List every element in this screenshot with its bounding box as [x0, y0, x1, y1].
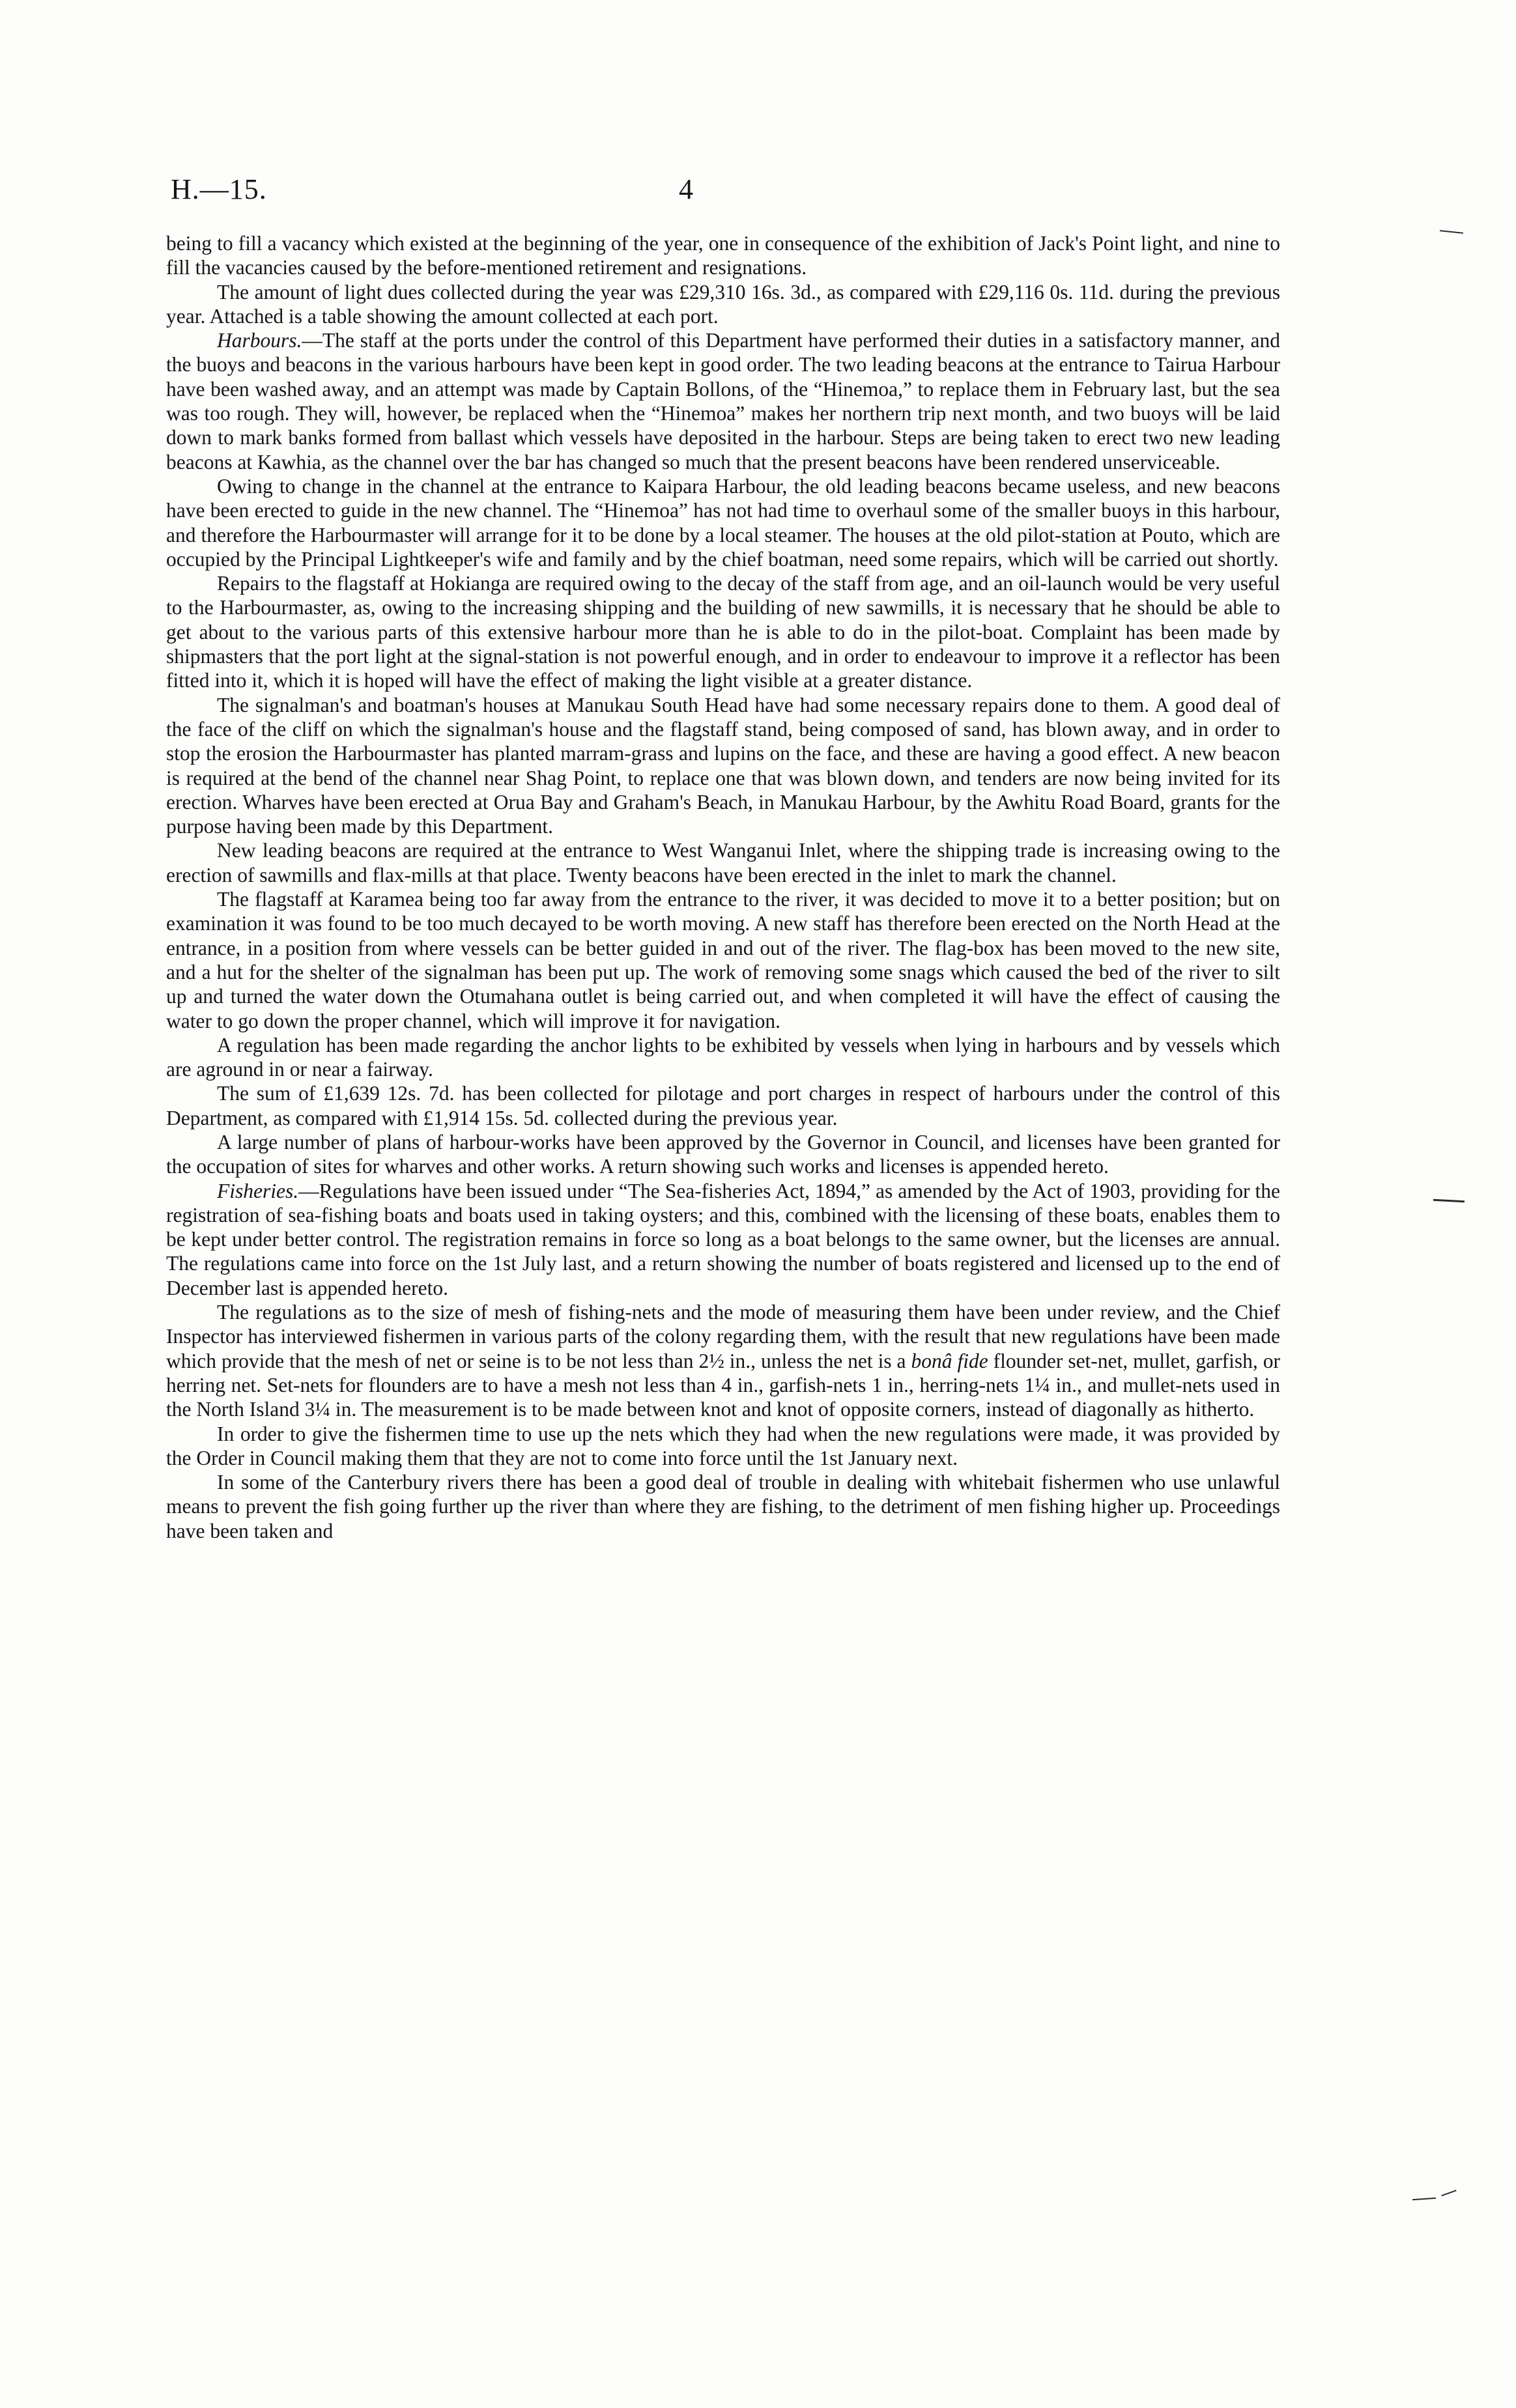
- paragraph-mesh-regulations: [166, 1300, 1280, 1421]
- paragraph-text: The regulations as to the size of mesh of fishing-nets and the mode of measuring them have been under review, and the Chief Inspector has interviewed fishermen in various parts of the colony regarding them, with the result that new regulations have been made which provide that the mesh of net or seine is to be not less than 2½ in., unless the net is a: [166, 1301, 1280, 1372]
- section-heading-harbours: Harbours.: [217, 329, 302, 352]
- paragraph-text: flounder set-net, mullet, garfish, or herring net. Set-nets for flounders are to have a mesh not less than 4 in., garfish-nets 1 in., herring-nets 1¼ in., and mullet-nets used in the North Island 3¼ in. The measurement is to be made between knot and knot of opposite corners, instead of diagonally as hitherto.: [166, 1349, 1280, 1421]
- paragraph-order-in-council: In order to give the fishermen time to use up the nets which they had when the new regulations were made, it was provided by the Order in Council making them that they are not to come into force until the 1st January next.: [166, 1422, 1280, 1469]
- body-text: [166, 231, 1280, 1543]
- paragraph-kaipara: Owing to change in the channel at the entrance to Kaipara Harbour, the old leading beacons became useless, and new beacons have been erected to guide in the new channel. The “Hinemoa” has not had time to overhaul some of the smaller buoys in this harbour, and therefore the Harbourmaster will arrange for it to be done by a local steamer. The houses at the old pilot-station at Pouto, which are occupied by the Principal Lightkeeper's wife and family and by the chief boatman, need some repairs, which will be carried out shortly.: [166, 474, 1280, 571]
- paragraph-manukau: The signalman's and boatman's houses at Manukau South Head have had some necessary repairs done to them. A good deal of the face of the cliff on which the signalman's house and the flagstaff stand, being composed of sand, has blown away, and in order to stop the erosion the Harbourmaster has planted marram-grass and lupins on the face, and these are having a good effect. A new beacon is required at the bend of the channel near Shag Point, to replace one that was blown down, and tenders are now being invited for its erection. Wharves have been erected at Orua Bay and Graham's Beach, in Manukau Harbour, by the Awhitu Road Board, grants for the purpose having been made by this Department.: [166, 693, 1280, 838]
- paragraph-hokianga: Repairs to the flagstaff at Hokianga are required owing to the decay of the staff from age, and an oil-launch would be very useful to the Harbourmaster, as, owing to the increasing shipping and the building of new sawmills, it is necessary that he should be able to get about to the various parts of this extensive harbour more than he is able to do in the pilot-boat. Complaint has been made by shipmasters that the port light at the signal-station is not powerful enough, and in order to endeavour to improve it a reflector has been fitted into it, which it is hoped will have the effect of making the light visible at a greater distance.: [166, 572, 1280, 692]
- margin-mark: [1440, 230, 1463, 234]
- section-heading-fisheries: Fisheries.: [217, 1179, 299, 1202]
- margin-mark: [1412, 2198, 1436, 2201]
- italic-term: bonâ fide: [911, 1349, 988, 1372]
- page-header: [171, 173, 1278, 218]
- margin-mark: [1441, 2190, 1456, 2196]
- paragraph-text: —The staff at the ports under the control of this Department have performed their duties in a satisfactory manner, and the buoys and beacons in the various harbours have been kept in good order. The two leading beacons at the entrance to Tairua Harbour have been washed away, and an attempt was made by Captain Bollons, of the “Hinemoa,” to replace them in February last, but the sea was too rough. They will, however, be replaced when the “Hinemoa” makes her northern trip next month, and two buoys will be laid down to mark banks formed from ballast which vessels have deposited in the harbour. Steps are being taken to erect two new leading beacons at Kawhia, as the channel over the bar has changed so much that the present beacons have been rendered unserviceable.: [166, 329, 1280, 474]
- paragraph-text: —Regulations have been issued under “The Sea-fisheries Act, 1894,” as amended by the Act of 1903, providing for the registration of sea-fishing boats and boats used in taking oysters; and this, combined with the licensing of these boats, enables them to be kept under better control. The registration remains in force so long as a boat belongs to the same owner, but the licenses are annual. The regulations came into force on the 1st July last, and a return showing the number of boats registered and licensed up to the end of December last is appended hereto.: [166, 1179, 1280, 1299]
- paragraph-west-wanganui: New leading beacons are required at the entrance to West Wanganui Inlet, where the shipping trade is increasing owing to the erection of sawmills and flax-mills at that place. Twenty beacons have been erected in the inlet to mark the channel.: [166, 839, 1280, 886]
- report-reference: H.—15.: [171, 173, 267, 205]
- paragraph-fisheries: [166, 1179, 1280, 1300]
- paragraph-light-dues: The amount of light dues collected during the year was £29,310 16s. 3d., as compared with £29,116 0s. 11d. during the previous year. Attached is a table showing the amount collected at each port.: [166, 280, 1280, 328]
- paragraph-harbour-works: A large number of plans of harbour-works have been approved by the Governor in Council, and licenses have been granted for the occupation of sites for wharves and other works. A return showing such works and licenses is appended hereto.: [166, 1130, 1280, 1178]
- margin-mark: [1433, 1199, 1465, 1203]
- paragraph-canterbury: In some of the Canterbury rivers there has been a good deal of trouble in dealing with whitebait fishermen who use unlawful means to prevent the fish going further up the river than where they are fishing, to the detriment of men fishing higher up. Proceedings have been taken and: [166, 1471, 1280, 1542]
- paragraph-anchor-lights: A regulation has been made regarding the anchor lights to be exhibited by vessels when lying in harbours and by vessels which are aground in or near a fairway.: [166, 1033, 1280, 1081]
- paragraph-pilotage: The sum of £1,639 12s. 7d. has been collected for pilotage and port charges in respect of harbours under the control of this Department, as compared with £1,914 15s. 5d. collected during the previous year.: [166, 1082, 1280, 1129]
- page-number: 4: [679, 173, 693, 205]
- paragraph-continuation: being to fill a vacancy which existed at the beginning of the year, one in consequence of the exhibition of Jack's Point light, and nine to fill the vacancies caused by the before-mentioned retirement and resignations.: [166, 232, 1280, 279]
- paragraph-karamea: The flagstaff at Karamea being too far away from the entrance to the river, it was decided to move it to a better position; but on examination it was found to be too much decayed to be worth moving. A new staff has therefore been erected on the North Head at the entrance, in a position from where vessels can be better guided in and out of the river. The flag-box has been moved to the new site, and a hut for the shelter of the signalman has been put up. The work of removing some snags which caused the bed of the river to silt up and turned the water down the Otumahana outlet is being carried out, and when completed it will have the effect of causing the water to go down the proper channel, which will improve it for navigation.: [166, 888, 1280, 1032]
- paragraph-harbours: [166, 328, 1280, 474]
